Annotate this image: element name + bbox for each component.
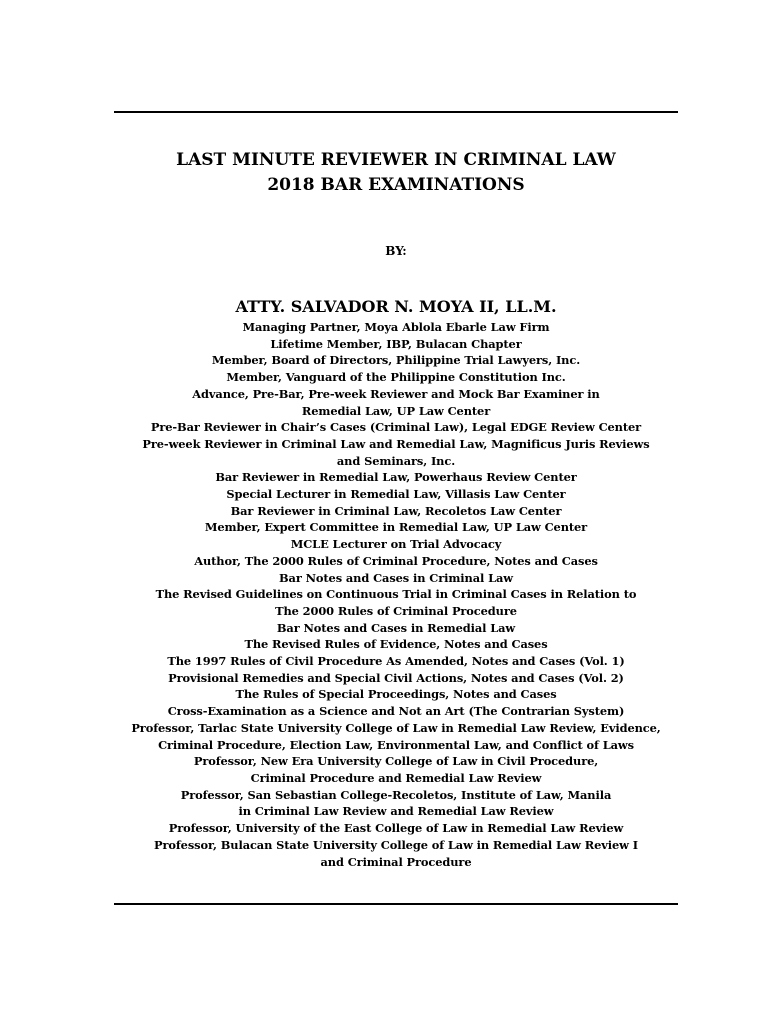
credential-line: The Revised Rules of Evidence, Notes and Cases bbox=[244, 637, 548, 652]
credential-line: Advance, Pre-Bar, Pre-week Reviewer and Mock Bar Examiner in bbox=[192, 386, 600, 401]
credential-line: Remedial Law, UP Law Center bbox=[301, 403, 491, 418]
top-horizontal-rule bbox=[114, 111, 678, 113]
credential-line: Lifetime Member, IBP, Bulacan Chapter bbox=[270, 336, 522, 351]
bottom-horizontal-rule bbox=[114, 903, 678, 905]
author-name: ATTY. SALVADOR N. MOYA II, LL.M. bbox=[235, 297, 557, 316]
credential-line: Bar Reviewer in Remedial Law, Powerhaus Review Center bbox=[215, 470, 577, 485]
credential-line: Author, The 2000 Rules of Criminal Procedure, Notes and Cases bbox=[194, 553, 598, 568]
credential-line: and Criminal Procedure bbox=[320, 854, 472, 869]
credential-line: Professor, Tarlac State University College of Law in Remedial Law Review, Evidence, bbox=[131, 720, 661, 735]
credential-line: Bar Reviewer in Criminal Law, Recoletos Law Center bbox=[230, 503, 562, 518]
credential-line: Member, Vanguard of the Philippine Constitution Inc. bbox=[226, 370, 566, 385]
credential-line: Bar Notes and Cases in Criminal Law bbox=[279, 570, 513, 585]
credential-line: Cross-Examination as a Science and Not an Art (The Contrarian System) bbox=[167, 704, 625, 719]
credential-line: Bar Notes and Cases in Remedial Law bbox=[276, 620, 516, 635]
title-line-2: 2018 BAR EXAMINATIONS bbox=[267, 175, 525, 195]
credential-line: Professor, University of the East College of Law in Remedial Law Review bbox=[168, 821, 624, 836]
credential-line: Professor, New Era University College of Law in Civil Procedure, bbox=[193, 754, 599, 769]
credential-line: Pre-Bar Reviewer in Chair’s Cases (Criminal Law), Legal EDGE Review Center bbox=[150, 420, 642, 435]
by-label: BY: bbox=[385, 244, 407, 258]
credential-line: Provisional Remedies and Special Civil Actions, Notes and Cases (Vol. 2) bbox=[168, 670, 624, 685]
credential-line: Special Lecturer in Remedial Law, Villasis Law Center bbox=[226, 487, 566, 502]
credential-line: The Revised Guidelines on Continuous Trial in Criminal Cases in Relation to bbox=[155, 587, 637, 602]
credential-line: The 2000 Rules of Criminal Procedure bbox=[275, 603, 517, 618]
title-line-1: LAST MINUTE REVIEWER IN CRIMINAL LAW bbox=[176, 150, 616, 170]
credential-line: Professor, San Sebastian College-Recoletos, Institute of Law, Manila bbox=[180, 787, 612, 802]
document-title bbox=[114, 148, 678, 198]
credential-line: Criminal Procedure and Remedial Law Review bbox=[250, 770, 542, 785]
credential-line: Criminal Procedure, Election Law, Environmental Law, and Conflict of Laws bbox=[158, 737, 634, 752]
credential-line: in Criminal Law Review and Remedial Law Review bbox=[238, 804, 554, 819]
credential-line: Member, Board of Directors, Philippine Trial Lawyers, Inc. bbox=[211, 353, 581, 368]
credential-line: Professor, Bulacan State University College of Law in Remedial Law Review I bbox=[154, 837, 638, 852]
credential-line: Managing Partner, Moya Ablola Ebarle Law Firm bbox=[242, 320, 550, 334]
credential-line: The 1997 Rules of Civil Procedure As Amended, Notes and Cases (Vol. 1) bbox=[167, 654, 625, 669]
credential-line: Member, Expert Committee in Remedial Law, UP Law Center bbox=[204, 520, 588, 535]
credential-line: and Seminars, Inc. bbox=[336, 453, 456, 468]
author-credentials bbox=[60, 319, 732, 870]
credential-line: Pre-week Reviewer in Criminal Law and Remedial Law, Magnificus Juris Reviews bbox=[142, 436, 650, 451]
credential-line: MCLE Lecturer on Trial Advocacy bbox=[290, 537, 502, 552]
credential-line: The Rules of Special Proceedings, Notes and Cases bbox=[235, 687, 557, 702]
